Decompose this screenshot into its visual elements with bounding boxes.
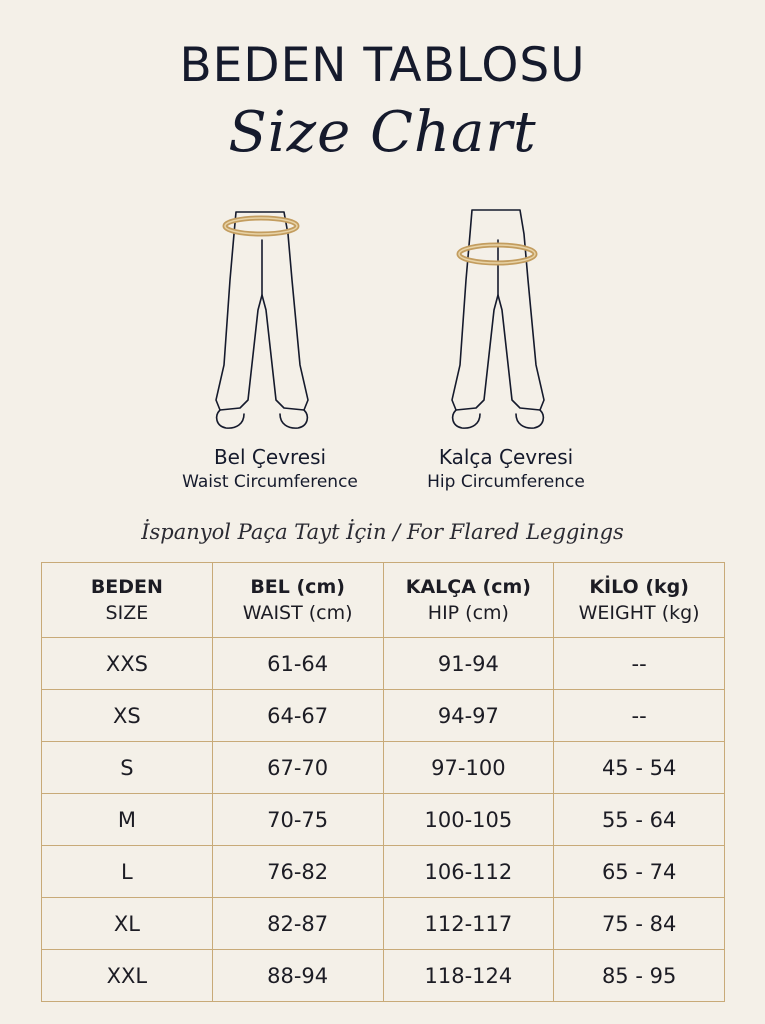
table-row bbox=[42, 846, 725, 898]
cell-waist: 64-67 bbox=[212, 690, 383, 742]
cell-waist: 67-70 bbox=[212, 742, 383, 794]
waist-label-tr: Bel Çevresi bbox=[213, 445, 327, 469]
header-size bbox=[42, 563, 213, 638]
table-row bbox=[42, 690, 725, 742]
page-title: BEDEN TABLOSU bbox=[179, 38, 586, 93]
cell-size: M bbox=[42, 794, 213, 846]
hip-label-tr: Kalça Çevresi bbox=[438, 445, 574, 469]
header-size-en: SIZE bbox=[105, 602, 149, 624]
cell-size: XXS bbox=[42, 638, 213, 690]
table-header-row bbox=[42, 563, 725, 638]
cell-weight: 75 - 84 bbox=[554, 898, 725, 950]
flared-leggings-note: İspanyol Paça Tayt İçin / For Flared Leggings bbox=[141, 520, 624, 544]
page-subtitle: Size Chart bbox=[228, 100, 537, 165]
header-waist-en: WAIST (cm) bbox=[242, 602, 353, 624]
hip-label bbox=[376, 444, 636, 494]
table-row bbox=[42, 898, 725, 950]
cell-waist: 76-82 bbox=[212, 846, 383, 898]
cell-weight: 45 - 54 bbox=[554, 742, 725, 794]
leggings-waist-icon bbox=[196, 200, 326, 445]
header-hip-tr: KALÇA (cm) bbox=[405, 576, 531, 598]
header-weight-en: WEIGHT (kg) bbox=[578, 602, 700, 624]
cell-hip: 97-100 bbox=[383, 742, 554, 794]
cell-waist: 88-94 bbox=[212, 950, 383, 1002]
header-hip bbox=[383, 563, 554, 638]
cell-waist: 61-64 bbox=[212, 638, 383, 690]
waist-label bbox=[140, 444, 400, 494]
cell-hip: 94-97 bbox=[383, 690, 554, 742]
cell-hip: 112-117 bbox=[383, 898, 554, 950]
header-size-tr: BEDEN bbox=[90, 576, 163, 598]
hip-label-en: Hip Circumference bbox=[427, 472, 585, 492]
table-row bbox=[42, 950, 725, 1002]
header-hip-en: HIP (cm) bbox=[427, 602, 509, 624]
cell-hip: 100-105 bbox=[383, 794, 554, 846]
table-row bbox=[42, 638, 725, 690]
cell-size: XS bbox=[42, 690, 213, 742]
cell-hip: 91-94 bbox=[383, 638, 554, 690]
waist-label-en: Waist Circumference bbox=[182, 472, 358, 492]
table-row bbox=[42, 794, 725, 846]
size-table bbox=[41, 562, 725, 1002]
cell-size: L bbox=[42, 846, 213, 898]
header-waist bbox=[212, 563, 383, 638]
leggings-hip-icon bbox=[432, 200, 562, 445]
cell-weight: 85 - 95 bbox=[554, 950, 725, 1002]
header-weight bbox=[554, 563, 725, 638]
header-waist-tr: BEL (cm) bbox=[250, 576, 345, 598]
cell-hip: 106-112 bbox=[383, 846, 554, 898]
cell-waist: 70-75 bbox=[212, 794, 383, 846]
header-weight-tr: KİLO (kg) bbox=[589, 576, 689, 598]
cell-hip: 118-124 bbox=[383, 950, 554, 1002]
cell-weight: -- bbox=[554, 638, 725, 690]
cell-weight: 55 - 64 bbox=[554, 794, 725, 846]
cell-size: XXL bbox=[42, 950, 213, 1002]
cell-size: S bbox=[42, 742, 213, 794]
cell-weight: 65 - 74 bbox=[554, 846, 725, 898]
cell-waist: 82-87 bbox=[212, 898, 383, 950]
cell-weight: -- bbox=[554, 690, 725, 742]
table-row bbox=[42, 742, 725, 794]
cell-size: XL bbox=[42, 898, 213, 950]
